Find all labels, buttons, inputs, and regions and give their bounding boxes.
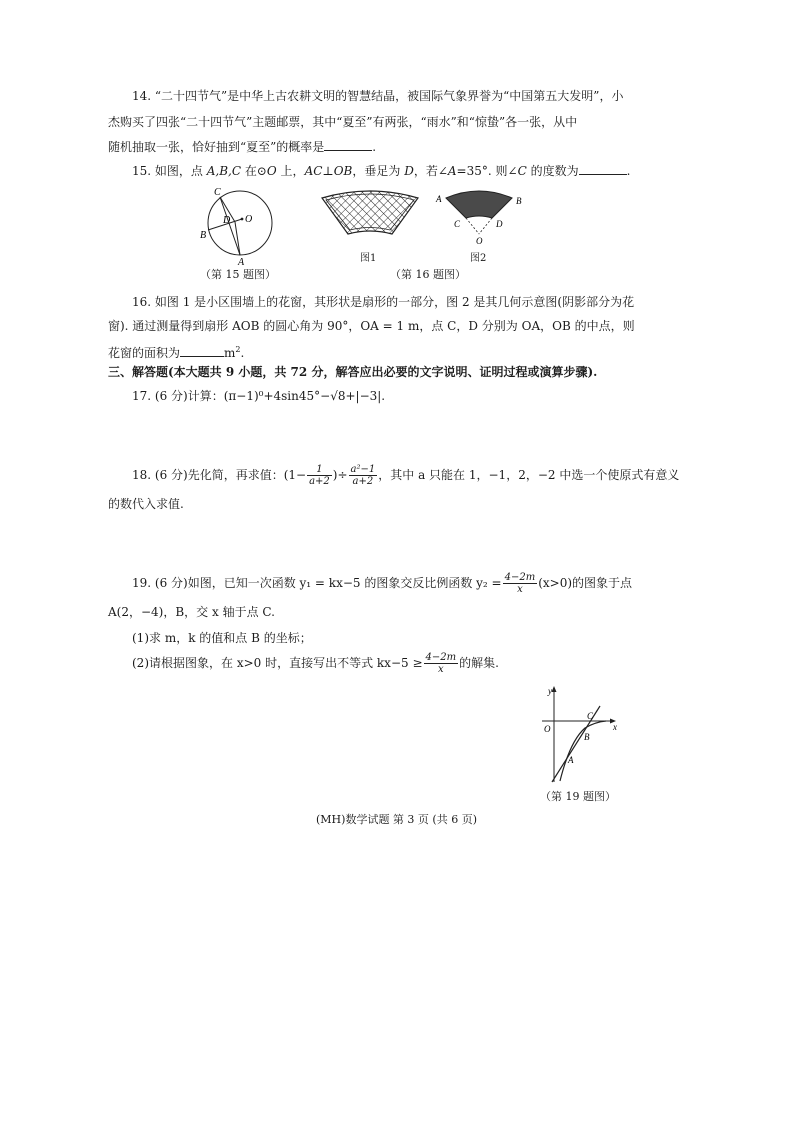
figure-16-sector [434, 192, 524, 254]
label-O: O [245, 214, 253, 225]
q18-line1 [132, 462, 679, 488]
label-D: D [223, 215, 231, 226]
q14-line3 [108, 138, 376, 155]
q16-period: . [240, 346, 245, 360]
q15-part: A [447, 164, 457, 178]
q15-text [132, 162, 630, 179]
q19-part2-suffix: 的解集. [459, 656, 499, 670]
answer-blank [579, 162, 627, 175]
label-x: x [613, 722, 617, 732]
q16-line1: 16. 如图 1 是小区围墙上的花窗，其形状是扇形的一部分，图 2 是其几何示意图(阴影部分为花 [132, 295, 635, 309]
q19-part2 [132, 650, 499, 676]
q14-line1: 14. “二十四节气”是中华上古农耕文明的智慧结晶，被国际气象界誉为“中国第五大发明”，小 [132, 89, 624, 103]
label-C: C [454, 219, 461, 229]
frac-den: x [437, 664, 444, 675]
section-3-heading: 三、解答题(本大题共 9 小题，共 72 分，解答应出必要的文字说明、证明过程或演算步骤). [108, 365, 598, 379]
q19-suffix: (x>0)的图象于点 [538, 576, 633, 590]
q19-line1 [132, 570, 632, 596]
label-A: A [568, 755, 574, 765]
q15-part: A,B,C [206, 164, 242, 178]
q19-part2-fraction [424, 652, 459, 675]
q19-line2: A(2，−4)，B，交 x 轴于点 C. [108, 605, 275, 619]
q15-part: 的度数为 [526, 164, 579, 178]
q19-prefix: 19. (6 分)如图，已知一次函数 y₁ = kx−5 的图象交反比例函数 y₂ = [132, 576, 502, 590]
q18-prefix: 18. (6 分)先化简，再求值：(1− [132, 468, 307, 482]
q15-part: O [266, 164, 277, 178]
answer-blank [324, 138, 372, 151]
q16-line3-text: 花窗的面积为 [108, 346, 181, 360]
label-A: A [436, 194, 442, 204]
q15-part: AC⊥OB [304, 164, 353, 178]
fig16-label2: 图2 [470, 253, 487, 264]
fig16-label1: 图1 [360, 253, 377, 264]
frac-den: a+2 [352, 476, 374, 487]
q14-period: . [372, 140, 377, 154]
q15-part: ，若∠ [413, 164, 448, 178]
q16-unit: m [224, 346, 236, 360]
q16-unit-sup: 2 [235, 345, 241, 354]
figure-19-graph [540, 686, 620, 786]
frac-den: x [517, 584, 523, 595]
label-B: B [200, 230, 207, 241]
q14-line3-text: 随机抽取一张，恰好抽到“夏至”的概率是 [108, 140, 325, 154]
fig19-caption: （第 19 题图） [540, 790, 616, 803]
label-A: A [238, 257, 245, 268]
q19-part2-prefix: (2)请根据图象，在 x>0 时，直接写出不等式 kx−5 ≥ [132, 656, 423, 670]
label-O: O [476, 236, 483, 246]
label-C: C [214, 187, 221, 198]
label-O: O [544, 724, 551, 734]
fig15-caption: （第 15 题图） [200, 268, 276, 281]
q16-line2: 窗). 通过测量得到扇形 AOB 的圆心角为 90°，OA = 1 m，点 C，D 分别为 OA，OB 的中点，则 [108, 319, 635, 333]
q18-line2: 的数代入求值. [108, 497, 184, 511]
q19-part1: (1)求 m，k 的值和点 B 的坐标； [132, 631, 312, 645]
q18-mid: )÷ [332, 468, 348, 482]
label-B: B [516, 196, 522, 206]
q14-line2: 杰购买了四张“二十四节气”主题邮票，其中“夏至”有两张，“雨水”和“惊蛰”各一张，从中 [108, 115, 578, 129]
q15-part: 在⊙ [241, 164, 267, 178]
answer-blank [180, 344, 224, 357]
frac-num: 1 [307, 464, 332, 476]
page-footer: (MH)数学试题 第 3 页 (共 6 页) [316, 813, 477, 826]
q15-period: . [626, 164, 631, 178]
q17-text: 17. (6 分)计算：(π−1)⁰+4sin45°−√8+|−3|. [132, 389, 386, 403]
q18-suffix: ，其中 a 只能在 1，−1，2，−2 中选一个使原式有意义 [378, 468, 680, 482]
frac-num: 4−2m [504, 572, 536, 583]
q15-part: D [404, 164, 414, 178]
label-y: y [548, 686, 552, 696]
figure-15-circle [200, 185, 280, 268]
q15-part: 上， [276, 164, 305, 178]
q15-part: C [517, 164, 527, 178]
q15-part: ，垂足为 [352, 164, 405, 178]
q15-part: =35°. 则∠ [456, 164, 518, 178]
label-B: B [584, 732, 590, 742]
frac-num: a²−1 [350, 464, 376, 475]
frac-num: 4−2m [425, 652, 457, 663]
figure-16-window [320, 192, 420, 242]
q18-fraction-1 [307, 464, 332, 487]
label-C: C [587, 711, 594, 721]
q18-fraction-2 [349, 464, 378, 487]
label-D: D [496, 219, 503, 229]
frac-den: a+2 [309, 476, 330, 487]
q16-line3 [108, 342, 244, 361]
fig16-caption: （第 16 题图） [390, 268, 466, 281]
q15-part: 15. 如图，点 [132, 164, 207, 178]
q19-fraction [503, 572, 538, 595]
